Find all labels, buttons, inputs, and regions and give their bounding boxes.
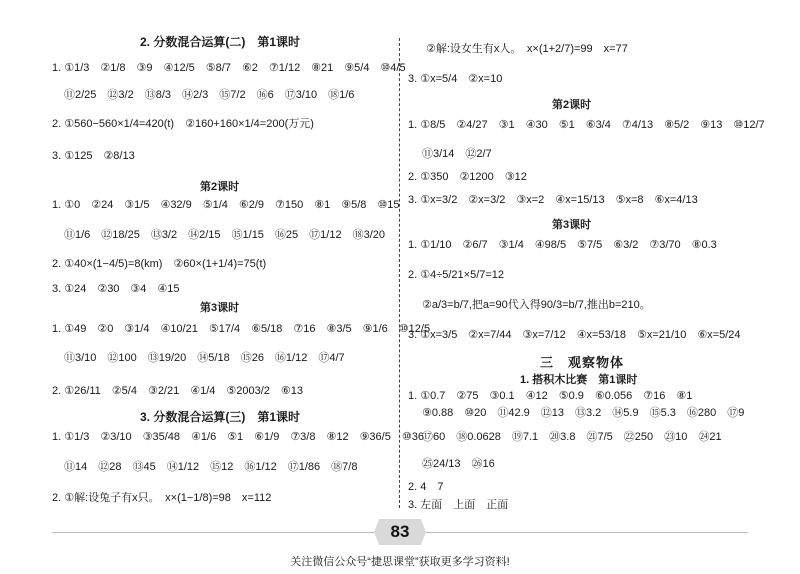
answer-line: 2. ①解:设兔子有x只。 x×(1−1/8)=98 x=112 xyxy=(52,492,272,504)
answer-line: ⑰60 ⑱0.0628 ⑲7.1 ⑳3.8 ㉑7/5 ㉒250 ㉓10 ㉔21 xyxy=(422,431,722,443)
answer-line: ⑪1/6 ⑫18/25 ⑬3/2 ⑭2/15 ⑮1/15 ⑯25 ⑰1/12 ⑱3/20 xyxy=(64,229,385,241)
unit-title-observing-objects: 三 观察物体 xyxy=(540,355,625,370)
answer-line: 3. 左面 上面 正面 xyxy=(408,499,509,511)
footer-note: 关注微信公众号“捷思课堂”获取更多学习资料! xyxy=(290,556,510,568)
answer-line: 3. ①24 ②30 ③4 ④15 xyxy=(52,283,180,295)
answer-line: 1. ①8/5 ②4/27 ③1 ④30 ⑤1 ⑥3/4 ⑦4/13 ⑧5/2 ⑨13 ⑩12/7 xyxy=(408,119,765,131)
footer-rule-right xyxy=(426,532,748,533)
lesson-title-2: 第2课时 xyxy=(552,99,592,111)
answer-line: 3. ①125 ②8/13 xyxy=(52,150,135,162)
answer-line: 2. ①4÷5/21×5/7=12 xyxy=(408,269,505,281)
footer-rule-left xyxy=(52,532,374,533)
answer-line: 1. ①0.7 ②75 ③0.1 ④12 ⑤0.9 ⑥0.056 ⑦16 ⑧1 xyxy=(408,390,693,402)
lesson-title-3: 第3课时 xyxy=(200,302,240,314)
answer-line: 1. ①1/3 ②1/8 ③9 ④12/5 ⑤8/7 ⑥2 ⑦1/12 ⑧21 ⑨5/4 ⑩4/5 xyxy=(52,62,406,74)
lesson-title-2: 第2课时 xyxy=(200,181,240,193)
lesson-title-3: 第3课时 xyxy=(552,219,592,231)
answer-line: 1. ①49 ②0 ③1/4 ④10/21 ⑤17/4 ⑥5/18 ⑦16 ⑧3/5 ⑨1/6 ⑩12/5 xyxy=(52,323,431,335)
section-title-mixed-ops-2-lesson-1: 2. 分数混合运算(二) 第1课时 xyxy=(140,35,301,49)
answer-line: 1. ①1/10 ②6/7 ③1/4 ④98/5 ⑤7/5 ⑥3/2 ⑦3/70 ⑧0.3 xyxy=(408,239,717,251)
answer-line: ⑪3/14 ⑫2/7 xyxy=(422,148,492,160)
answer-line: 3. ①x=3/5 ②x=7/44 ③x=7/12 ④x=53/18 ⑤x=21/10 ⑥x=5/24 xyxy=(408,329,741,341)
answer-line: ②解:设女生有x人。 x×(1+2/7)=99 x=77 xyxy=(426,43,628,55)
answer-line: ⑪2/25 ⑫3/2 ⑬8/3 ⑭2/3 ⑮7/2 ⑯6 ⑰3/10 ⑱1/6 xyxy=(64,89,355,101)
answer-line: ②a/3=b/7,把a=90代入得90/3=b/7,推出b=210。 xyxy=(422,299,651,311)
answer-line: 2. ①350 ②1200 ③12 xyxy=(408,171,527,183)
answer-line: ⑨0.88 ⑩20 ⑪42.9 ⑫13 ⑬3.2 ⑭5.9 ⑮5.3 ⑯280 ⑰9 xyxy=(422,407,745,419)
answer-line: 3. ①x=3/2 ②x=3/2 ③x=2 ④x=15/13 ⑤x=8 ⑥x=4/13 xyxy=(408,194,698,206)
lesson-title-block-game: 1. 搭积木比赛 第1课时 xyxy=(520,374,638,386)
answer-line: 1. ①1/3 ②3/10 ③35/48 ④1/6 ⑤1 ⑥1/9 ⑦3/8 ⑧12 ⑨36/5 ⑩36 xyxy=(52,431,424,443)
answer-line: ⑪14 ⑫28 ⑬45 ⑭1/12 ⑮12 ⑯1/12 ⑰1/86 ⑱7/8 xyxy=(64,461,358,473)
answer-line: 2. ①40×(1−4/5)=8(km) ②60×(1+1/4)=75(t) xyxy=(52,258,267,270)
answer-line: 1. ①0 ②24 ③1/5 ④32/9 ⑤1/4 ⑥2/9 ⑦150 ⑧1 ⑨5/8 ⑩15 xyxy=(52,199,400,211)
section-title-mixed-ops-3-lesson-1: 3. 分数混合运算(三) 第1课时 xyxy=(140,410,301,424)
answer-line: ㉕24/13 ㉖16 xyxy=(422,458,495,470)
answer-line: ⑪3/10 ⑫100 ⑬19/20 ⑭5/18 ⑮26 ⑯1/12 ⑰4/7 xyxy=(64,352,345,364)
answer-line: 2. 4 7 xyxy=(408,481,444,493)
answer-line: 3. ①x=5/4 ②x=10 xyxy=(408,73,503,85)
page-number: 83 xyxy=(390,522,410,541)
answer-line: 2. ①26/11 ②5/4 ③2/21 ④1/4 ⑤2003/2 ⑥13 xyxy=(52,385,303,397)
column-divider xyxy=(399,38,400,508)
answer-line: 2. ①560−560×1/4=420(t) ②160+160×1/4=200(万元) xyxy=(52,118,314,130)
